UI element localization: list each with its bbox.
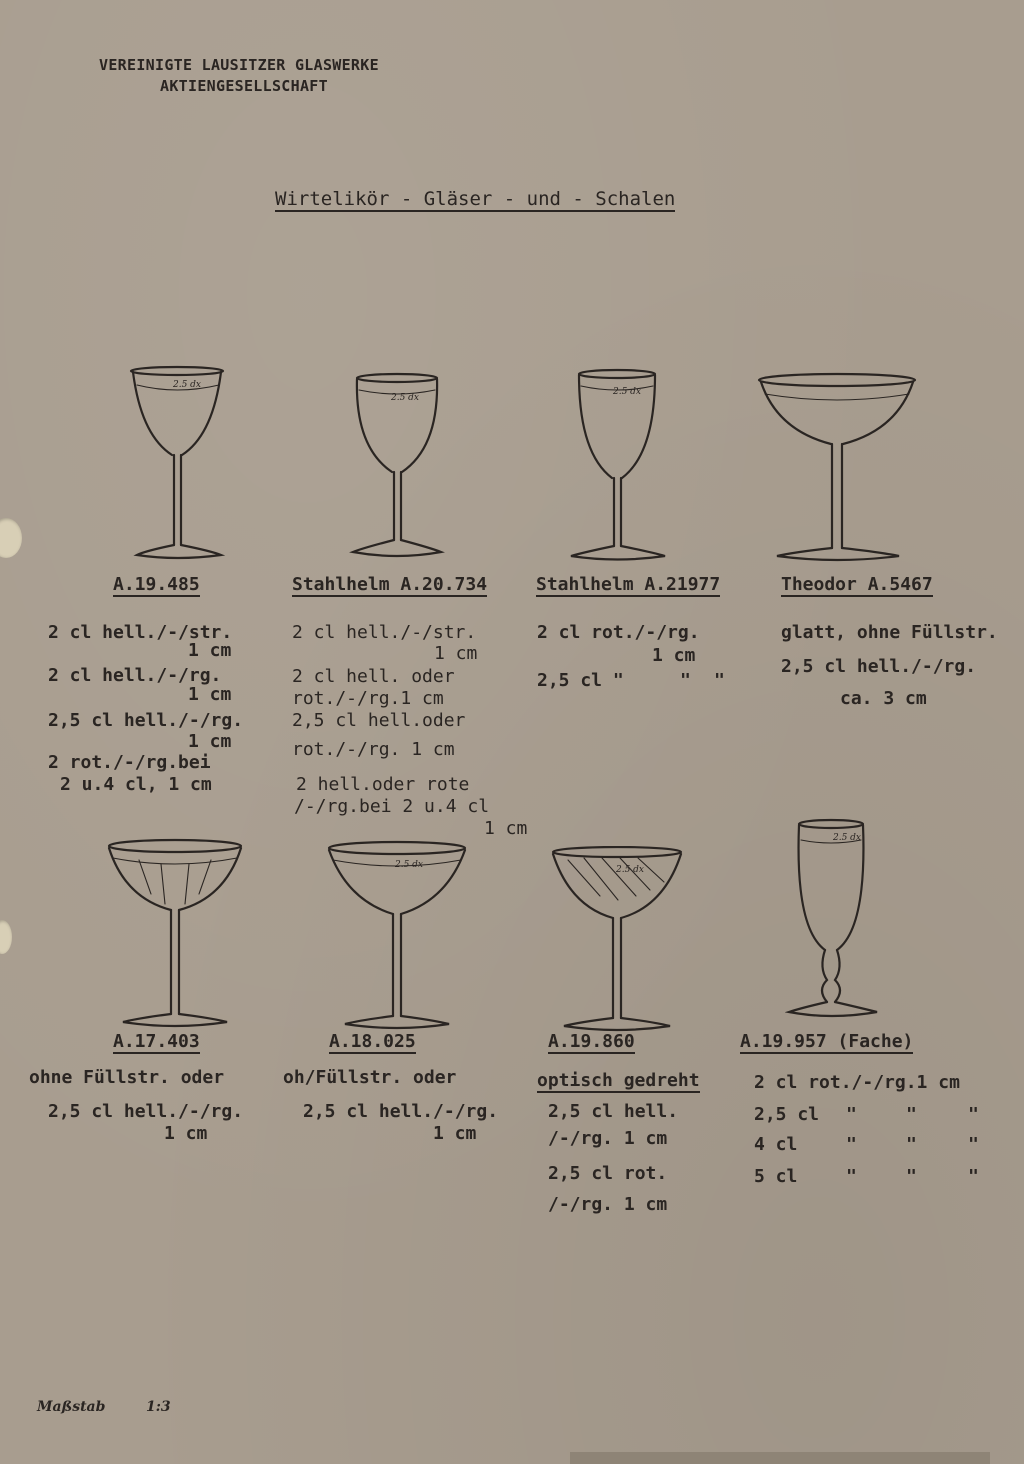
spec-line: 1 cm (188, 684, 232, 705)
fill-mark: 2.5 dx (391, 393, 420, 403)
spec-line: 1 cm (652, 645, 696, 666)
glass-caption: A.17.403 (113, 1031, 200, 1052)
fill-mark: 2.5 dx (173, 380, 202, 390)
spec-line: 2 cl hell./-/str. (292, 622, 477, 643)
ditto-mark: " (968, 1134, 979, 1155)
spec-line: 5 cl (754, 1166, 798, 1187)
spec-line: 2,5 cl hell./-/rg. (781, 656, 977, 677)
spec-line: /-/rg. 1 cm (548, 1128, 668, 1149)
glass-caption: Stahlhelm A.20.734 (292, 574, 488, 595)
knob-stem-glass-icon (785, 818, 885, 1024)
spec-line: 2,5 cl hell.oder (292, 710, 466, 731)
ditto-mark: " (906, 1134, 917, 1155)
spec-line: ohne Füllstr. oder (29, 1067, 225, 1088)
spec-line: ca. 3 cm (840, 688, 927, 709)
page-edge-strip (570, 1452, 990, 1464)
punch-hole (0, 518, 22, 558)
glass-caption: A.19.485 (113, 574, 200, 595)
coupe-glass-icon (325, 840, 470, 1032)
fill-mark: 2.5 dx (395, 860, 424, 870)
spec-line: 2,5 cl hell. (548, 1101, 679, 1122)
spec-line: 2 cl hell./-/str. (48, 622, 233, 643)
ditto-mark: " (968, 1166, 979, 1187)
spec-line: /-/rg.bei 2 u.4 cl (294, 796, 490, 817)
punch-hole (0, 920, 12, 954)
spec-line: 2 rot./-/rg.bei (48, 752, 211, 773)
ditto-mark: " (968, 1104, 979, 1125)
spec-line: 1 cm (434, 643, 478, 664)
fill-mark: 2.5 dx (613, 387, 642, 397)
page-title: Wirtelikör - Gläser - und - Schalen (275, 188, 676, 210)
glass-caption: Stahlhelm A.21977 (536, 574, 721, 595)
spec-line: rot./-/rg. 1 cm (292, 739, 455, 760)
ditto-mark: " (846, 1134, 857, 1155)
ditto-mark: " (846, 1166, 857, 1187)
spec-line: 2 cl hell. oder (292, 666, 455, 687)
ditto-mark: " (846, 1104, 857, 1125)
cordial-glass-icon (565, 368, 670, 563)
glass-subcaption: optisch gedreht (537, 1070, 700, 1091)
company-name: VEREINIGTE LAUSITZER GLASWERKE (99, 56, 379, 74)
spec-line: oh/Füllstr. oder (283, 1067, 457, 1088)
ditto-mark: " (714, 670, 725, 691)
paneled-coupe-icon (105, 838, 245, 1030)
spec-line: 1 cm (164, 1123, 208, 1144)
company-legal-form: AKTIENGESELLSCHAFT (160, 77, 328, 95)
spec-line: 2,5 cl hell./-/rg. (48, 710, 244, 731)
spec-line: 2,5 cl (754, 1104, 820, 1125)
spec-line: 2,5 cl hell./-/rg. (48, 1101, 244, 1122)
fill-mark: 2.5 dx (616, 865, 645, 875)
spec-line: 1 cm (433, 1123, 477, 1144)
twisted-coupe-icon (550, 846, 685, 1032)
spec-line: 4 cl (754, 1134, 798, 1155)
spec-line: 2 cl hell./-/rg. (48, 665, 222, 686)
fill-mark: 2.5 dx (833, 833, 862, 843)
glass-caption: A.19.957 (Fache) (740, 1031, 914, 1052)
scale-value: 1:3 (146, 1399, 171, 1415)
cordial-glass-icon (125, 365, 230, 565)
spec-line: 2,5 cl " (537, 670, 624, 691)
spec-line: 2 hell.oder rote (296, 774, 470, 795)
spec-line: 2 cl rot./-/rg. (537, 622, 700, 643)
glass-caption: A.19.860 (548, 1031, 635, 1052)
ditto-mark: " (906, 1166, 917, 1187)
cordial-glass-icon (345, 372, 450, 562)
spec-line: 2,5 cl hell./-/rg. (303, 1101, 499, 1122)
coupe-glass-icon (755, 372, 920, 564)
spec-line: 2 u.4 cl, 1 cm (60, 774, 212, 795)
ditto-mark: " (906, 1104, 917, 1125)
spec-line: 1 cm (188, 731, 232, 752)
ditto-mark: " (680, 670, 691, 691)
spec-line: 1 cm (484, 818, 528, 839)
glass-caption: A.18.025 (329, 1031, 416, 1052)
spec-line: 2,5 cl rot. (548, 1163, 668, 1184)
spec-line: 1 cm (188, 640, 232, 661)
spec-line: rot./-/rg.1 cm (292, 688, 444, 709)
spec-line: glatt, ohne Füllstr. (781, 622, 998, 643)
scale-label: Maßstab (37, 1399, 106, 1415)
spec-line: /-/rg. 1 cm (548, 1194, 668, 1215)
glass-caption: Theodor A.5467 (781, 574, 933, 595)
spec-line: 2 cl rot./-/rg.1 cm (754, 1072, 960, 1093)
